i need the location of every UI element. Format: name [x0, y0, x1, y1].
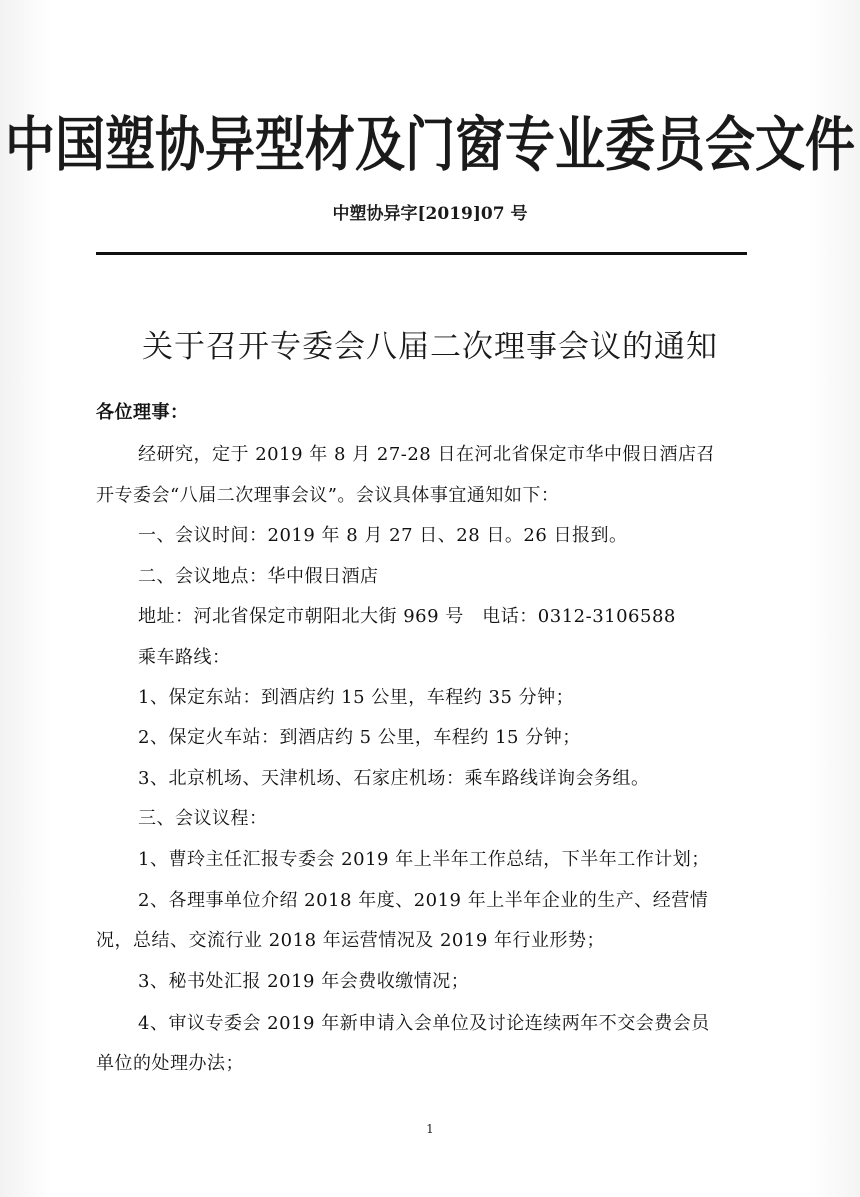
body-line: 地址：河北省保定市朝阳北大街 969 号 电话：0312-3106588 [138, 606, 676, 627]
body-line: 2、保定火车站：到酒店约 5 公里，车程约 15 分钟； [138, 727, 581, 748]
body-line: 三、会议议程： [138, 808, 268, 829]
body-line: 4、审议专委会 2019 年新申请入会单位及讨论连续两年不交会费会员 [138, 1013, 710, 1034]
salutation: 各位理事： [96, 402, 189, 423]
body-line: 1、保定东站：到酒店约 15 公里，车程约 35 分钟； [138, 687, 575, 708]
header-divider-rule [96, 252, 747, 255]
notice-title: 关于召开专委会八届二次理事会议的通知 [142, 329, 718, 365]
document-header-title: 中国塑协异型材及门窗专业委员会文件 [5, 110, 855, 179]
body-line: 二、会议地点：华中假日酒店 [138, 566, 379, 587]
body-line: 况，总结、交流行业 2018 年运营情况及 2019 年行业形势； [96, 930, 606, 951]
document-number: 中塑协异字[2019]07 号 [332, 204, 528, 224]
page-number: 1 [426, 1122, 434, 1136]
body-line: 2、各理事单位介绍 2018 年度、2019 年上半年企业的生产、经营情 [138, 890, 709, 911]
body-line: 单位的处理办法； [96, 1053, 244, 1074]
body-line: 经研究，定于 2019 年 8 月 27-28 日在河北省保定市华中假日酒店召 [138, 444, 715, 465]
body-line: 乘车路线： [138, 647, 231, 668]
body-line: 一、会议时间：2019 年 8 月 27 日、28 日。26 日报到。 [138, 525, 628, 546]
body-line: 3、北京机场、天津机场、石家庄机场：乘车路线详询会务组。 [138, 768, 650, 789]
body-line: 1、曹玲主任汇报专委会 2019 年上半年工作总结，下半年工作计划； [138, 849, 710, 870]
body-line: 3、秘书处汇报 2019 年会费收缴情况； [138, 971, 470, 992]
body-line: 开专委会“八届二次理事会议”。会议具体事宜通知如下： [96, 485, 560, 506]
